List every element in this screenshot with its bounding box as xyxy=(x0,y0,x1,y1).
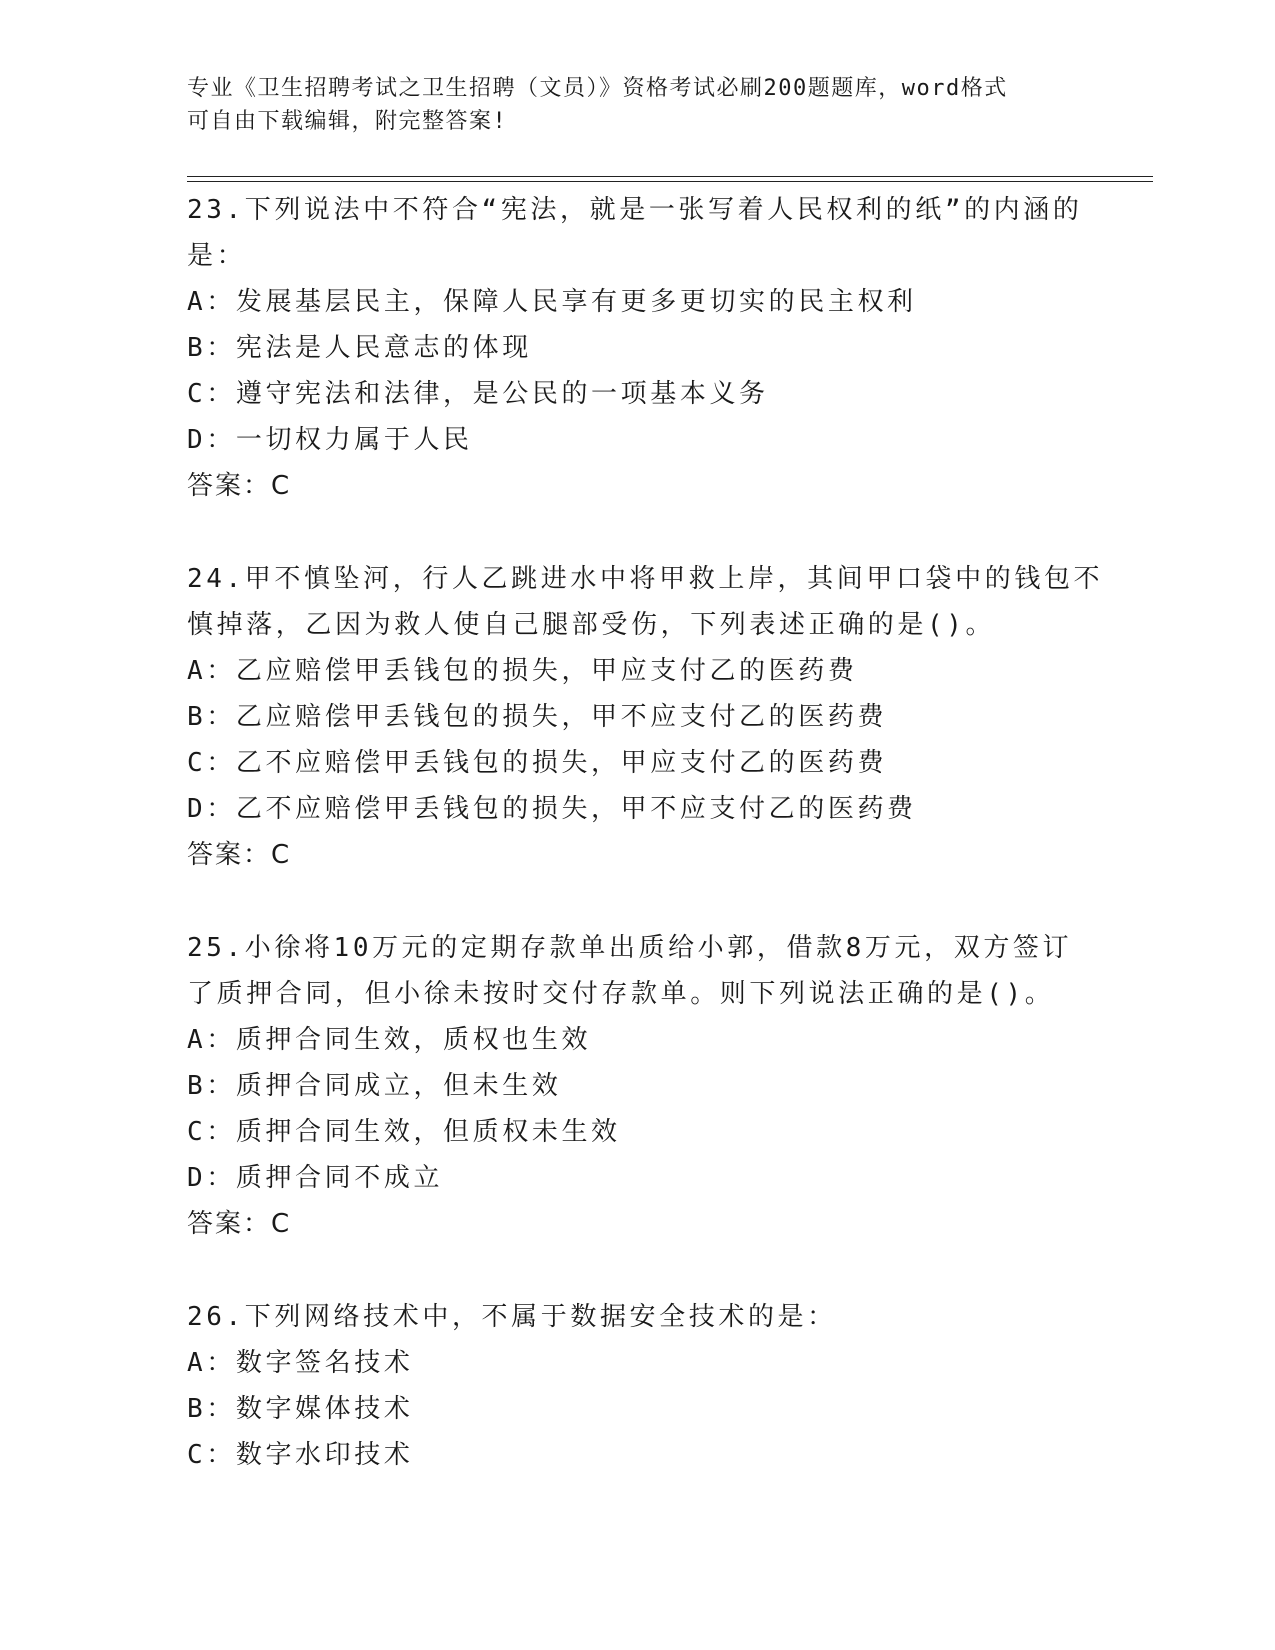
header-line-1: 专业《卫生招聘考试之卫生招聘（文员）》资格考试必刷200题题库，word格式 xyxy=(187,76,1008,101)
question-stem: 24.甲不慎坠河，行人乙跳进水中将甲救上岸，其间甲口袋中的钱包不 xyxy=(187,564,1104,594)
question-23 xyxy=(187,187,1087,509)
question-list xyxy=(187,187,1104,1478)
header-rule-bottom xyxy=(187,181,1153,182)
question-24 xyxy=(187,556,1104,878)
question-gap xyxy=(187,509,1087,556)
option-d: D：一切权力属于人民 xyxy=(187,425,473,455)
header-line-2: 可自由下载编辑，附完整答案! xyxy=(187,109,508,134)
option-a: A：乙应赔偿甲丢钱包的损失，甲应支付乙的医药费 xyxy=(187,656,858,686)
question-25 xyxy=(187,925,1087,1247)
question-stem: 慎掉落，乙因为救人使自己腿部受伤，下列表述正确的是()。 xyxy=(187,610,996,640)
option-b: B：数字媒体技术 xyxy=(187,1394,414,1424)
option-c: C：数字水印技术 xyxy=(187,1440,414,1470)
header-rule-top xyxy=(187,176,1153,177)
question-stem: 是： xyxy=(187,241,247,271)
option-b: B：质押合同成立，但未生效 xyxy=(187,1071,562,1101)
option-c: C：质押合同生效，但质权未生效 xyxy=(187,1117,621,1147)
question-stem: 26.下列网络技术中，不属于数据安全技术的是： xyxy=(187,1302,837,1332)
answer: 答案：C xyxy=(187,840,292,870)
document-header xyxy=(187,72,1087,138)
question-26 xyxy=(187,1294,1087,1478)
option-a: A：发展基层民主，保障人民享有更多更切实的民主权利 xyxy=(187,287,917,317)
question-gap xyxy=(187,878,1087,925)
option-c: C：遵守宪法和法律，是公民的一项基本义务 xyxy=(187,379,769,409)
option-b: B：乙应赔偿甲丢钱包的损失，甲不应支付乙的医药费 xyxy=(187,702,888,732)
option-b: B：宪法是人民意志的体现 xyxy=(187,333,532,363)
option-c: C：乙不应赔偿甲丢钱包的损失，甲应支付乙的医药费 xyxy=(187,748,888,778)
question-stem: 23.下列说法中不符合“宪法，就是一张写着人民权利的纸”的内涵的 xyxy=(187,195,1083,225)
answer: 答案：C xyxy=(187,1209,292,1239)
option-d: D：质押合同不成立 xyxy=(187,1163,444,1193)
option-d: D：乙不应赔偿甲丢钱包的损失，甲不应支付乙的医药费 xyxy=(187,794,917,824)
question-gap xyxy=(187,1247,1087,1294)
question-stem: 25.小徐将10万元的定期存款单出质给小郭，借款8万元，双方签订 xyxy=(187,933,1073,963)
answer: 答案：C xyxy=(187,471,292,501)
option-a: A：质押合同生效，质权也生效 xyxy=(187,1025,592,1055)
question-stem: 了质押合同，但小徐未按时交付存款单。则下列说法正确的是()。 xyxy=(187,979,1055,1009)
option-a: A：数字签名技术 xyxy=(187,1348,414,1378)
